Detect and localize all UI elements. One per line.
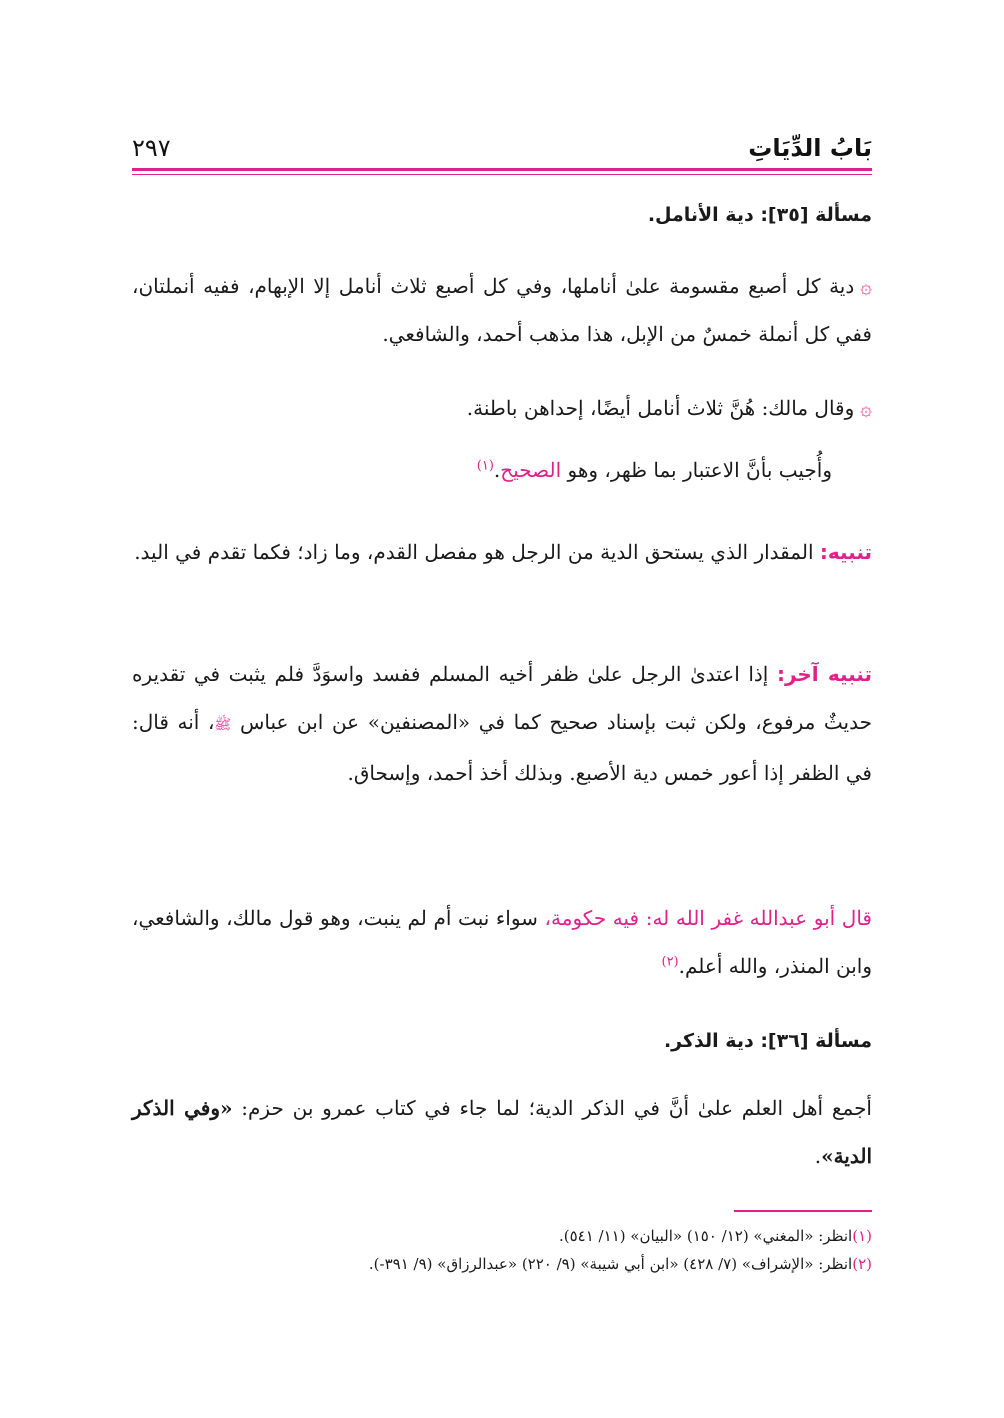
honorific-glyph: ﷺ: [214, 717, 232, 733]
sahih-highlight: الصحيح: [500, 458, 562, 482]
footnote-2-text: انظر: «الإشراف» (٧/ ٤٢٨) «ابن أبي شيبة» (٩/ ٢٢٠) «عبدالرزاق» (٩/ ٣٩١-).: [368, 1255, 853, 1273]
running-header: [132, 120, 872, 162]
paragraph-5-text-2: ، أنه قال: في الظفر إذا أعور خمس دية الأصبع. وبذلك أخذ أحمد، وإسحاق.: [132, 710, 872, 785]
paragraph-7: [132, 1084, 872, 1180]
tanbih-label: تنبيه:: [819, 540, 872, 564]
flower-bullet-icon: ۞: [860, 396, 872, 420]
paragraph-3: [132, 446, 872, 494]
paragraph-3-tail: .: [493, 458, 501, 482]
footnote-ref-2[interactable]: (٢): [661, 954, 679, 970]
footnote-ref-1[interactable]: (١): [476, 458, 494, 474]
paragraph-4: [132, 528, 872, 576]
paragraph-7-text: أجمع أهل العلم علىٰ أنَّ في الذكر الدية؛ لما جاء في كتاب عمرو بن حزم:: [232, 1096, 872, 1120]
paragraph-6: [132, 894, 872, 990]
paragraph-2: [132, 384, 872, 432]
paragraph-6-text: سواء نبت أم لم ينبت، وهو قول مالك، والشافعي، وابن المنذر، والله أعلم.: [132, 906, 872, 978]
author-remark-label: قال أبو عبدالله غفر الله له: فيه حكومة،: [544, 906, 872, 930]
hadith-quote: «وفي الذكر الدية»: [132, 1096, 872, 1168]
flower-bullet-icon: ۞: [860, 274, 872, 298]
paragraph-2-text: وقال مالك: هُنَّ ثلاث أنامل أيضًا، إحداهن باطنة.: [466, 396, 855, 420]
footnote-2-number: (٢): [852, 1255, 872, 1273]
footnote-1: [132, 1222, 872, 1250]
page-number: ٢٩٧: [132, 134, 171, 162]
footnote-1-text: انظر: «المغني» (١٢/ ١٥٠) «البيان» (١١/ ٥٤١).: [558, 1227, 853, 1245]
header-rule-thick: [132, 168, 872, 171]
paragraph-5-text: إذا اعتدىٰ الرجل علىٰ ظفر أخيه المسلم ففسد واسوَدَّ فلم يثبت في تقديره حديثٌ مرفوع، ولكن ثبت بإسناد صحيح كما في «المصنفين» عن ابن عباس: [132, 662, 872, 734]
masala-36-heading: مسألة [٣٦]: دية الذكر.: [663, 1030, 872, 1052]
footnote-1-number: (١): [852, 1227, 872, 1245]
paragraph-3-text: وأُجيب بأنَّ الاعتبار بما ظهر، وهو: [561, 458, 832, 482]
page: [132, 120, 872, 1273]
footnote-separator: [734, 1210, 872, 1212]
paragraph-1: [132, 262, 872, 358]
footnote-2: [132, 1250, 872, 1278]
paragraph-5: [132, 650, 872, 797]
tanbih-akhar-label: تنبيه آخر:: [776, 662, 872, 686]
paragraph-1-text: دية كل أصبع مقسومة علىٰ أناملها، وفي كل أصبع ثلاث أنامل إلا الإبهام، ففيه أنملتان، ففي كل أنملة خمسٌ من الإبل، هذا مذهب أحمد، والشافعي.: [132, 274, 872, 346]
masala-35-heading: مسألة [٣٥]: دية الأنامل.: [647, 204, 872, 226]
paragraph-4-text: المقدار الذي يستحق الدية من الرجل هو مفصل القدم، وما زاد؛ فكما تقدم في اليد.: [134, 540, 820, 564]
header-rule-thin: [132, 174, 872, 175]
chapter-title: بَابُ الدِّيَاتِ: [748, 134, 872, 162]
paragraph-7-tail: .: [814, 1144, 822, 1168]
